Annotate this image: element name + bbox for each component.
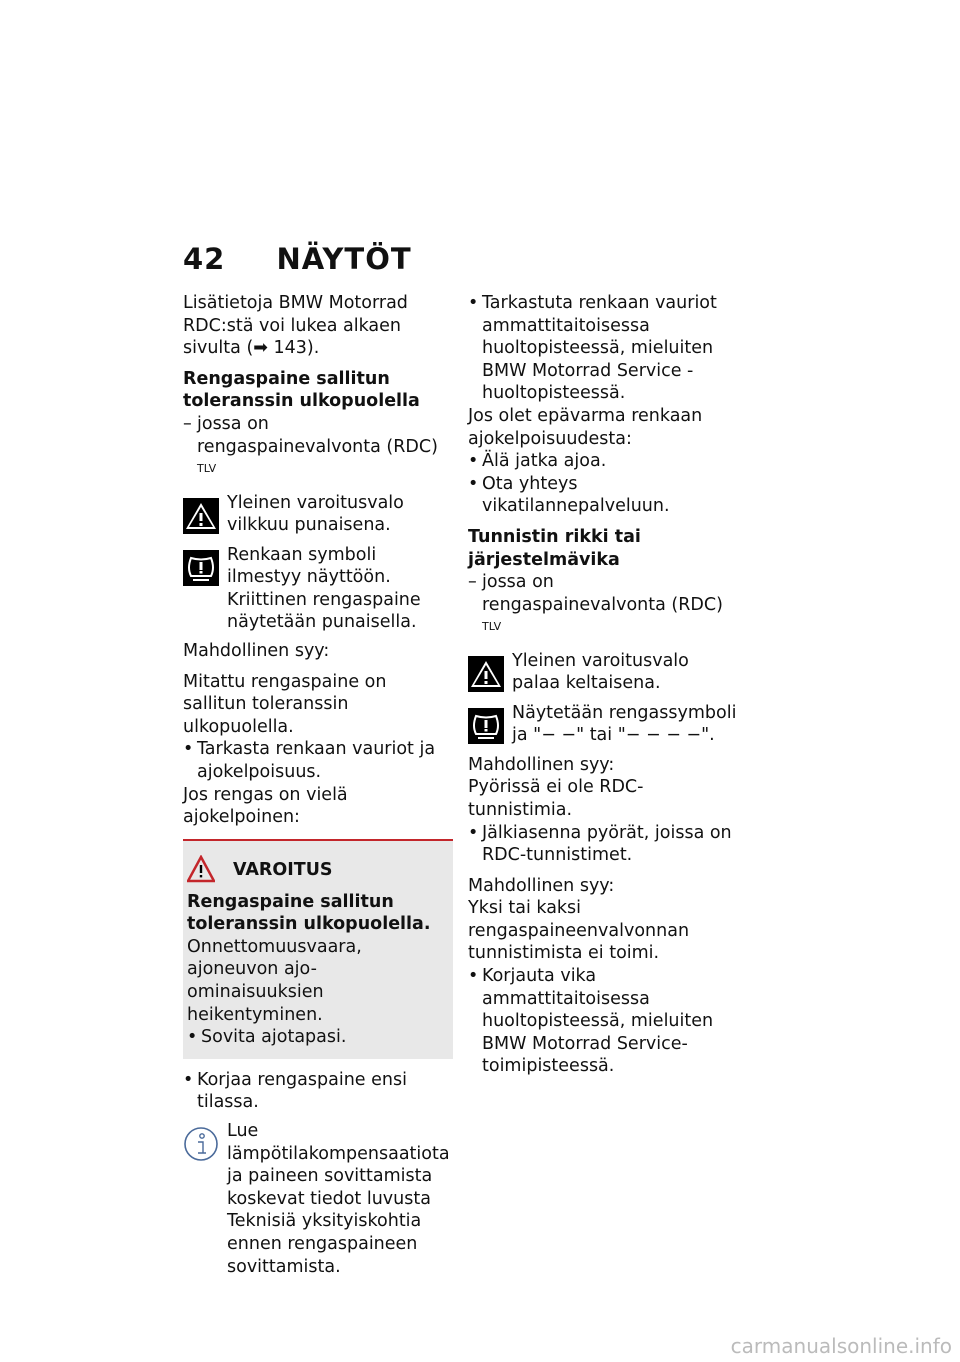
- bullet-item: • Tarkastuta renkaan vauriot ammattitaitoisessa huoltopisteessä, mieluiten BMW Motorrad Service -huoltopisteessä.: [468, 293, 717, 404]
- cause-text: Pyörissä ei ole RDC-tunnistimia.: [468, 777, 644, 820]
- cause-label: Mahdollinen syy:: [468, 754, 615, 775]
- icon-row-tire-symbol: Näytetään rengassymboli ja "− −" tai "− − − −".: [468, 702, 740, 748]
- warning-header: [187, 853, 449, 887]
- bullet-item: • Ota yhteys vikatilannepalveluun.: [468, 473, 670, 517]
- info-note: Lue lämpötilakompensaatiota ja paineen sovittamista koskevat tiedot luvusta Teknisiä yksityiskohtia ennen rengaspaineen sovittamista.: [183, 1120, 453, 1278]
- tire-pressure-icon: [468, 708, 504, 744]
- warning-triangle-icon: [468, 656, 504, 692]
- unsure-text: Jos olet epävarma renkaan ajokelpoisuudesta:: [468, 405, 703, 449]
- cause-label: Mahdollinen syy:: [183, 640, 330, 661]
- dash-item: – jossa on rengaspainevalvonta (RDC) $^{TLV}$: [468, 572, 723, 634]
- bullet-item: • Jälkiasenna pyörät, joissa on RDC-tunnistimet.: [468, 822, 732, 866]
- intro-paragraph: Lisätietoja BMW Motorrad RDC:stä voi lukea alkaen sivulta (➡ 143).: [183, 293, 408, 359]
- bullet-item: • Tarkasta renkaan vauriot ja ajokelpoisuus.: [183, 739, 436, 782]
- bullet-item: • Älä jatka ajoa.: [468, 451, 607, 472]
- page-reference-link[interactable]: 143: [273, 338, 307, 359]
- warning-box: [183, 839, 453, 1059]
- warning-text: Onnettomuusvaara, ajoneuvon ajo-ominaisuuksien heikentyminen.: [187, 936, 362, 1025]
- warning-bullet: • Sovita ajotapasi.: [187, 1027, 347, 1048]
- icon-row-warning-light: Yleinen varoitusvalo palaa keltaisena.: [468, 650, 740, 696]
- page-title: NÄYTÖT: [276, 242, 412, 276]
- tire-pressure-icon: [183, 550, 219, 586]
- dash-item: – jossa on rengaspainevalvonta (RDC) $^{TLV}$: [183, 413, 438, 476]
- arrow-right-icon: ➡: [253, 338, 274, 359]
- cause-text: Mitattu rengaspaine on sallitun toleranssin ulkopuolella.: [183, 671, 387, 737]
- warning-triangle-icon: [183, 498, 219, 534]
- info-icon: [183, 1126, 219, 1162]
- right-column: [468, 292, 740, 1078]
- warning-triangle-icon: [187, 855, 215, 883]
- section-heading-tolerance: Rengaspaine sallitun toleranssin ulkopuolella: [183, 368, 420, 412]
- condition-text: Jos rengas on vielä ajokelpoinen:: [183, 784, 348, 828]
- icon-row-tire-symbol: Renkaan symboli ilmestyy näyttöön. Kriittinen rengaspaine näytetään punaisella.: [183, 544, 453, 634]
- warning-heading: Rengaspaine sallitun toleranssin ulkopuolella.: [187, 891, 431, 935]
- bullet-item: • Korjaa rengaspaine ensi tilassa.: [183, 1069, 407, 1113]
- page-number: 42: [183, 242, 226, 276]
- icon-row-warning-light: Yleinen varoitusvalo vilkkuu punaisena.: [183, 492, 453, 538]
- left-column: [183, 292, 453, 1284]
- page-header: [183, 242, 412, 276]
- watermark: carmanualsonline.info: [730, 1334, 952, 1358]
- section-heading-sensor: Tunnistin rikki tai järjestelmävika: [468, 526, 641, 570]
- warning-title: VAROITUS: [233, 859, 333, 880]
- cause-label: Mahdollinen syy:: [468, 875, 615, 896]
- cause-text: Yksi tai kaksi rengaspaineenvalvonnan tunnistimista ei toimi.: [468, 898, 690, 964]
- bullet-item: • Korjauta vika ammattitaitoisessa huoltopisteessä, mieluiten BMW Motorrad Service-toimipisteessä.: [468, 966, 714, 1077]
